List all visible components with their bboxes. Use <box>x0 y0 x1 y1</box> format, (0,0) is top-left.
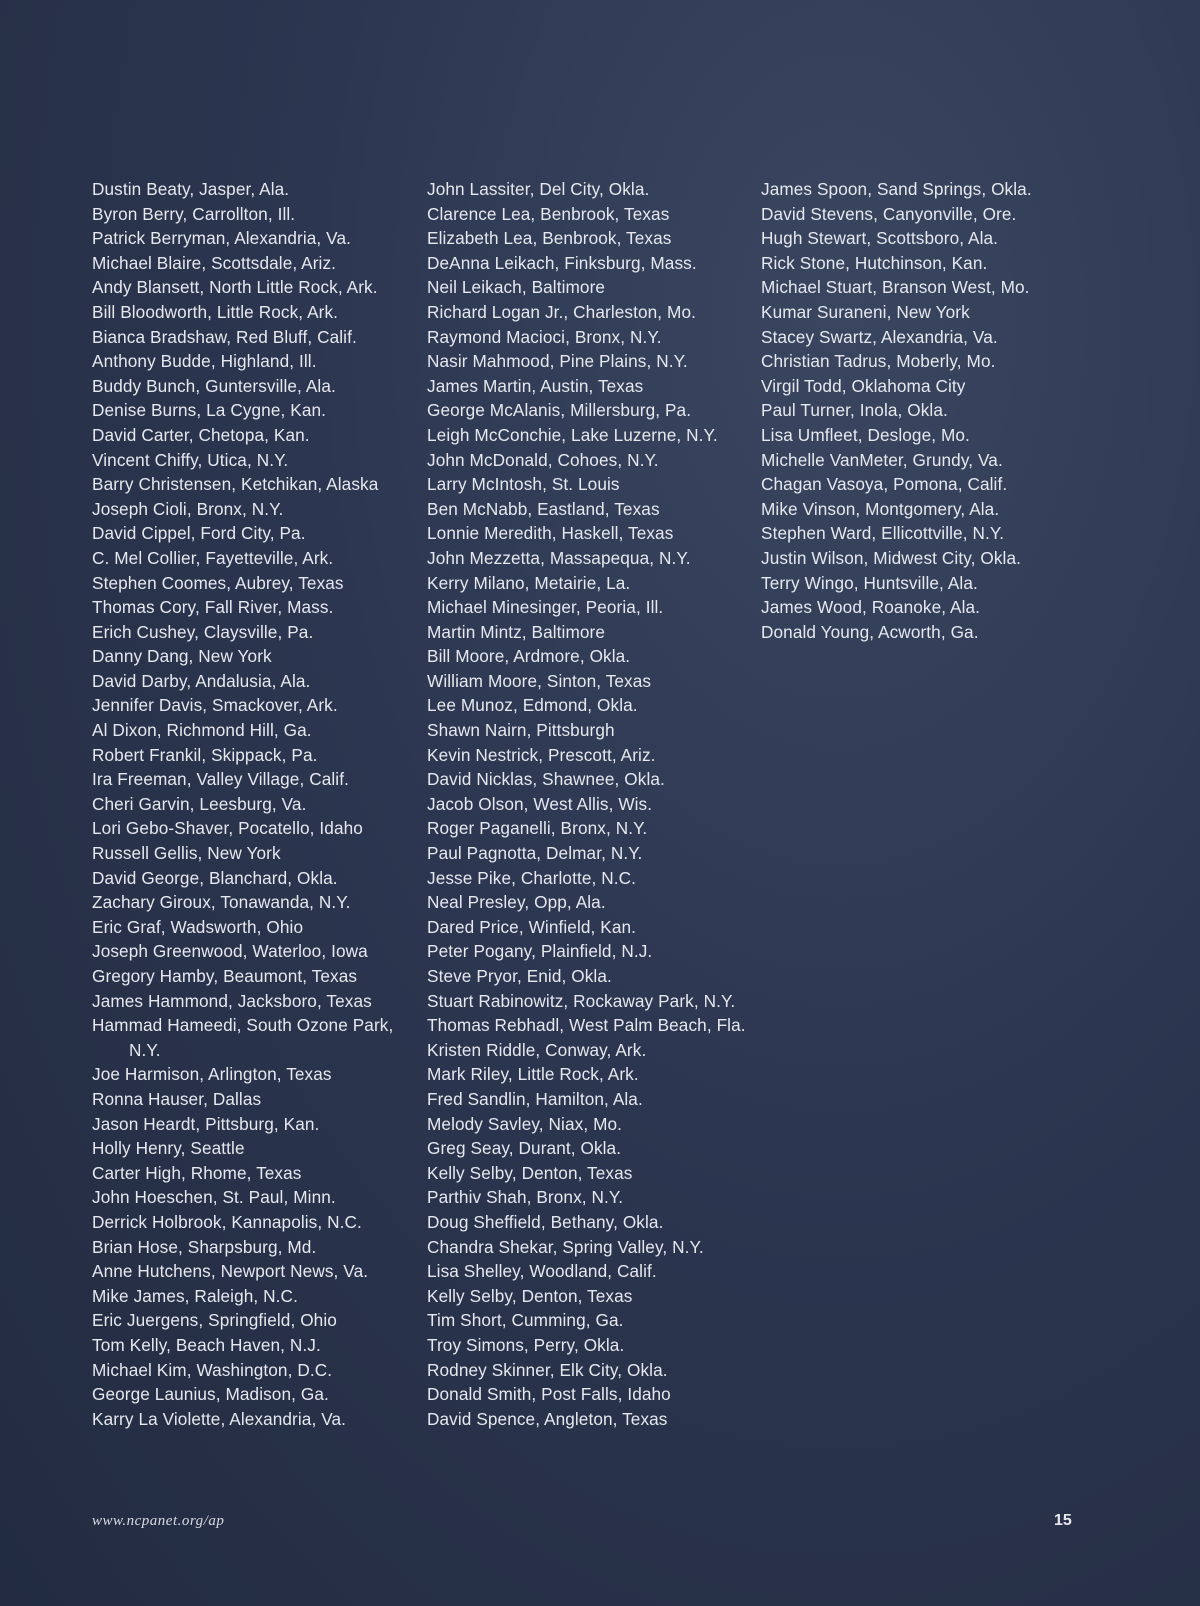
list-item: Hammad Hameedi, South Ozone Park, N.Y. <box>92 1015 394 1060</box>
list-item: Terry Wingo, Huntsville, Ala. <box>761 572 978 593</box>
name-list <box>92 177 1122 1431</box>
list-item: Buddy Bunch, Guntersville, Ala. <box>92 375 336 396</box>
list-item: George Launius, Madison, Ga. <box>92 1384 329 1405</box>
list-item: Roger Paganelli, Bronx, N.Y. <box>427 818 648 839</box>
list-item: David Nicklas, Shawnee, Okla. <box>427 769 665 790</box>
list-item: Chandra Shekar, Spring Valley, N.Y. <box>427 1236 704 1257</box>
list-item: Martin Mintz, Baltimore <box>427 621 606 642</box>
list-item: Russell Gellis, New York <box>92 843 281 864</box>
list-item: John Hoeschen, St. Paul, Minn. <box>92 1187 336 1208</box>
list-item: Brian Hose, Sharpsburg, Md. <box>92 1236 317 1257</box>
list-item: Carter High, Rhome, Texas <box>92 1162 302 1183</box>
list-item: Peter Pogany, Plainfield, N.J. <box>427 941 653 962</box>
list-item: Shawn Nairn, Pittsburgh <box>427 720 615 741</box>
list-item: Joseph Greenwood, Waterloo, Iowa <box>92 941 368 962</box>
list-item: George McAlanis, Millersburg, Pa. <box>427 400 692 421</box>
list-item: Kerry Milano, Metairie, La. <box>427 572 631 593</box>
list-item: Danny Dang, New York <box>92 646 272 667</box>
list-item: Elizabeth Lea, Benbrook, Texas <box>427 228 672 249</box>
list-item: Joe Harmison, Arlington, Texas <box>92 1064 332 1085</box>
list-item: William Moore, Sinton, Texas <box>427 670 652 691</box>
list-item: Chagan Vasoya, Pomona, Calif. <box>761 474 1008 495</box>
list-item: Kelly Selby, Denton, Texas <box>427 1285 633 1306</box>
list-item: Greg Seay, Durant, Okla. <box>427 1138 622 1159</box>
list-item: Kumar Suraneni, New York <box>761 301 970 322</box>
list-item: Thomas Rebhadl, West Palm Beach, Fla. <box>427 1015 746 1036</box>
list-item: Lee Munoz, Edmond, Okla. <box>427 695 638 716</box>
list-item: Lori Gebo-Shaver, Pocatello, Idaho <box>92 818 363 839</box>
list-item: DeAnna Leikach, Finksburg, Mass. <box>427 252 697 273</box>
list-item: Rodney Skinner, Elk City, Okla. <box>427 1359 668 1380</box>
list-item: David Spence, Angleton, Texas <box>427 1408 668 1429</box>
list-item: Ronna Hauser, Dallas <box>92 1088 262 1109</box>
list-item: Kevin Nestrick, Prescott, Ariz. <box>427 744 656 765</box>
list-item: Steve Pryor, Enid, Okla. <box>427 966 612 986</box>
list-item: James Spoon, Sand Springs, Okla. <box>761 179 1032 199</box>
list-item: Neal Presley, Opp, Ala. <box>427 892 606 913</box>
list-item: Robert Frankil, Skippack, Pa. <box>92 744 318 765</box>
name-column-2 <box>427 177 761 1431</box>
list-item: C. Mel Collier, Fayetteville, Ark. <box>92 547 334 568</box>
list-item: Ben McNabb, Eastland, Texas <box>427 498 660 519</box>
list-item: Holly Henry, Seattle <box>92 1138 245 1159</box>
list-item: Paul Pagnotta, Delmar, N.Y. <box>427 843 643 864</box>
list-item: Patrick Berryman, Alexandria, Va. <box>92 228 351 249</box>
list-item: David Carter, Chetopa, Kan. <box>92 424 310 445</box>
list-item: Thomas Cory, Fall River, Mass. <box>92 597 334 618</box>
list-item: Michael Minesinger, Peoria, Ill. <box>427 597 664 618</box>
list-item: Denise Burns, La Cygne, Kan. <box>92 400 327 421</box>
list-item: Hugh Stewart, Scottsboro, Ala. <box>761 228 999 249</box>
list-item: Gregory Hamby, Beaumont, Texas <box>92 966 358 986</box>
list-item: Parthiv Shah, Bronx, N.Y. <box>427 1187 624 1208</box>
list-item: Lisa Umfleet, Desloge, Mo. <box>761 424 970 445</box>
list-item: Troy Simons, Perry, Okla. <box>427 1334 625 1355</box>
list-item: Leigh McConchie, Lake Luzerne, N.Y. <box>427 424 718 445</box>
list-item: Tom Kelly, Beach Haven, N.J. <box>92 1334 321 1355</box>
list-item: Bianca Bradshaw, Red Bluff, Calif. <box>92 326 357 347</box>
list-item: Vincent Chiffy, Utica, N.Y. <box>92 449 289 470</box>
list-item: Anthony Budde, Highland, Ill. <box>92 351 317 372</box>
list-item: Clarence Lea, Benbrook, Texas <box>427 203 670 224</box>
list-item: Mike James, Raleigh, N.C. <box>92 1285 298 1306</box>
list-item: Virgil Todd, Oklahoma City <box>761 375 966 396</box>
page-number: 15 <box>1054 1512 1072 1529</box>
list-item: Kelly Selby, Denton, Texas <box>427 1162 633 1183</box>
list-item: Jacob Olson, West Allis, Wis. <box>427 793 653 814</box>
list-item: Doug Sheffield, Bethany, Okla. <box>427 1211 664 1232</box>
list-item: James Hammond, Jacksboro, Texas <box>92 990 372 1011</box>
list-item: David Cippel, Ford City, Pa. <box>92 523 306 544</box>
list-item: John McDonald, Cohoes, N.Y. <box>427 449 659 470</box>
list-item: Dustin Beaty, Jasper, Ala. <box>92 179 290 199</box>
list-item: Michael Kim, Washington, D.C. <box>92 1359 333 1380</box>
list-item: David Darby, Andalusia, Ala. <box>92 670 311 691</box>
list-item: Jennifer Davis, Smackover, Ark. <box>92 695 338 716</box>
list-item: Mark Riley, Little Rock, Ark. <box>427 1064 639 1085</box>
list-item: Zachary Giroux, Tonawanda, N.Y. <box>92 892 351 913</box>
name-column-3 <box>761 177 1091 1431</box>
list-item: Justin Wilson, Midwest City, Okla. <box>761 547 1021 568</box>
list-item: David George, Blanchard, Okla. <box>92 867 338 888</box>
list-item: Michael Blaire, Scottsdale, Ariz. <box>92 252 337 273</box>
list-item: Bill Moore, Ardmore, Okla. <box>427 646 631 667</box>
list-item: Tim Short, Cumming, Ga. <box>427 1310 624 1331</box>
list-item: Karry La Violette, Alexandria, Va. <box>92 1408 347 1429</box>
list-item: John Mezzetta, Massapequa, N.Y. <box>427 547 691 568</box>
list-item: James Wood, Roanoke, Ala. <box>761 597 981 618</box>
list-item: Anne Hutchens, Newport News, Va. <box>92 1261 369 1282</box>
list-item: Eric Graf, Wadsworth, Ohio <box>92 916 304 937</box>
list-item: Stuart Rabinowitz, Rockaway Park, N.Y. <box>427 990 736 1011</box>
list-item: Cheri Garvin, Leesburg, Va. <box>92 793 307 814</box>
list-item: Stephen Ward, Ellicottville, N.Y. <box>761 523 1005 544</box>
list-item: Lisa Shelley, Woodland, Calif. <box>427 1261 657 1282</box>
list-item: Richard Logan Jr., Charleston, Mo. <box>427 301 696 322</box>
list-item: Larry McIntosh, St. Louis <box>427 474 620 495</box>
list-item: Donald Young, Acworth, Ga. <box>761 621 979 642</box>
list-item: Dared Price, Winfield, Kan. <box>427 916 637 937</box>
list-item: Raymond Macioci, Bronx, N.Y. <box>427 326 662 347</box>
list-item: Melody Savley, Niax, Mo. <box>427 1113 623 1134</box>
list-item: Ira Freeman, Valley Village, Calif. <box>92 769 349 790</box>
list-item: Al Dixon, Richmond Hill, Ga. <box>92 720 312 741</box>
list-item: Nasir Mahmood, Pine Plains, N.Y. <box>427 351 688 372</box>
list-item: Andy Blansett, North Little Rock, Ark. <box>92 277 378 298</box>
list-item: David Stevens, Canyonville, Ore. <box>761 203 1017 224</box>
list-item: Neil Leikach, Baltimore <box>427 277 606 298</box>
list-item: Stephen Coomes, Aubrey, Texas <box>92 572 344 593</box>
list-item: Fred Sandlin, Hamilton, Ala. <box>427 1088 643 1109</box>
list-item: Bill Bloodworth, Little Rock, Ark. <box>92 301 339 322</box>
list-item: Jason Heardt, Pittsburg, Kan. <box>92 1113 320 1134</box>
list-item: Jesse Pike, Charlotte, N.C. <box>427 867 637 888</box>
list-item: Christian Tadrus, Moberly, Mo. <box>761 351 996 372</box>
list-item: James Martin, Austin, Texas <box>427 375 644 396</box>
list-item: Donald Smith, Post Falls, Idaho <box>427 1384 671 1405</box>
list-item: Barry Christensen, Ketchikan, Alaska <box>92 474 379 495</box>
list-item: John Lassiter, Del City, Okla. <box>427 179 650 199</box>
list-item: Lonnie Meredith, Haskell, Texas <box>427 523 674 544</box>
list-item: Byron Berry, Carrollton, Ill. <box>92 203 296 224</box>
list-item: Mike Vinson, Montgomery, Ala. <box>761 498 1000 519</box>
footer-url: www.ncpanet.org/ap <box>92 1513 225 1529</box>
list-item: Eric Juergens, Springfield, Ohio <box>92 1310 337 1331</box>
list-item: Stacey Swartz, Alexandria, Va. <box>761 326 998 347</box>
list-item: Michael Stuart, Branson West, Mo. <box>761 277 1030 298</box>
list-item: Paul Turner, Inola, Okla. <box>761 400 948 421</box>
list-item: Joseph Cioli, Bronx, N.Y. <box>92 498 284 519</box>
list-item: Erich Cushey, Claysville, Pa. <box>92 621 314 642</box>
list-item: Derrick Holbrook, Kannapolis, N.C. <box>92 1211 362 1232</box>
list-item: Michelle VanMeter, Grundy, Va. <box>761 449 1003 470</box>
name-column-1 <box>92 177 427 1431</box>
list-item: Rick Stone, Hutchinson, Kan. <box>761 252 988 273</box>
list-item: Kristen Riddle, Conway, Ark. <box>427 1039 647 1060</box>
